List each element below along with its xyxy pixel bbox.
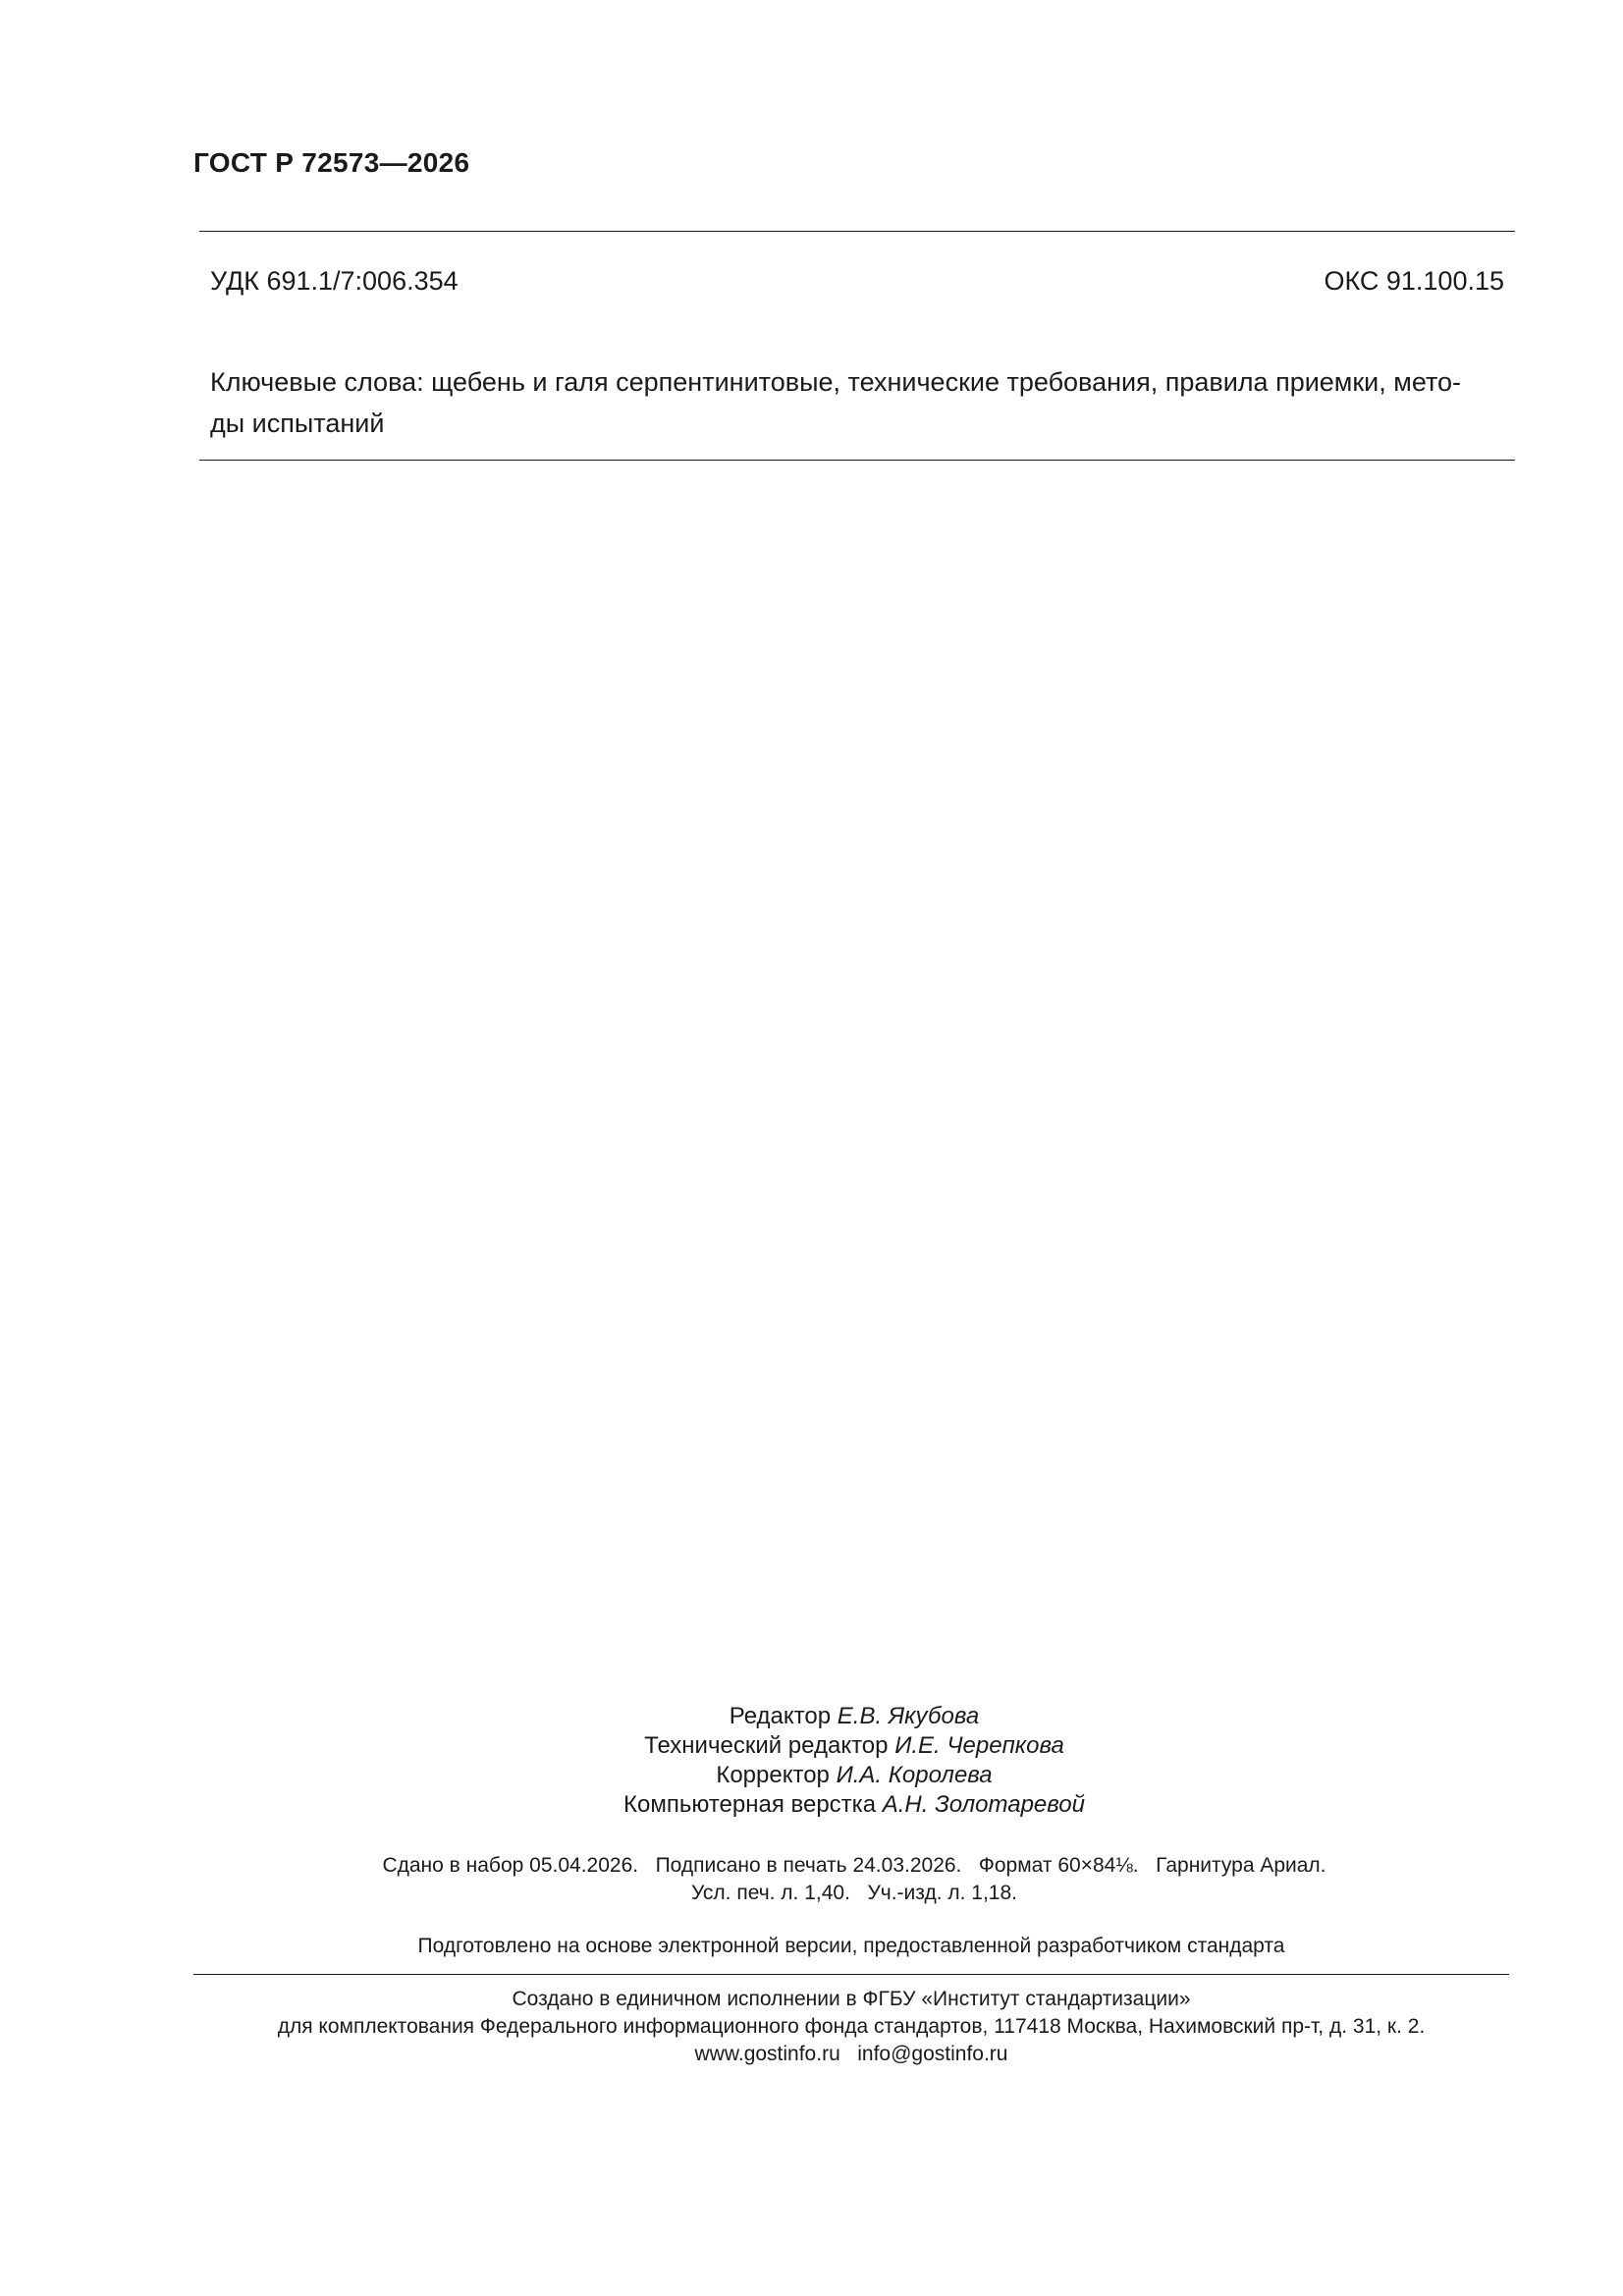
layout-name: А.Н. Золотаревой	[882, 1791, 1085, 1818]
imprint-line-2: для комплектования Федерального информационного фонда стандартов, 117418 Москва, Нахимовский пр-т, д. 31, к. 2.	[277, 2015, 1426, 2038]
proofreader-credit	[0, 1761, 1623, 1790]
imprint-line-1: Создано в единичном исполнении в ФГБУ «Институт стандартизации»	[512, 1988, 1191, 2010]
tech-editor-label: Технический редактор	[644, 1732, 889, 1759]
editor-label: Редактор	[729, 1703, 832, 1729]
editor-name: Е.В. Якубова	[837, 1703, 980, 1729]
proofreader-name: И.А. Королева	[836, 1762, 993, 1788]
tech-editor-credit	[0, 1731, 1623, 1761]
tech-editor-name: И.Е. Черепкова	[894, 1732, 1064, 1759]
oks-code: ОКС 91.100.15	[1324, 266, 1504, 296]
top-divider	[199, 231, 1515, 232]
proofreader-label: Корректор	[716, 1762, 830, 1788]
print-info-line-2: Усл. печ. л. 1,40. Уч.-изд. л. 1,18.	[690, 1882, 1017, 1904]
keywords-line-2: ды испытаний	[210, 409, 385, 438]
prepared-note: Подготовлено на основе электронной версии, предоставленной разработчиком стандарта	[417, 1935, 1285, 1957]
keywords-divider	[199, 460, 1515, 461]
layout-credit	[0, 1790, 1623, 1820]
keywords-block	[210, 361, 1506, 444]
keywords-line-1: Ключевые слова: щебень и галя серпентинитовые, технические требования, правила приемки, мето-	[210, 367, 1462, 397]
print-info-line-1: Сдано в набор 05.04.2026. Подписано в печать 24.03.2026. Формат 60×84⅛. Гарнитура Ариал.	[382, 1854, 1326, 1877]
imprint-line-3: www.gostinfo.ru info@gostinfo.ru	[694, 2043, 1008, 2065]
imprint-block	[0, 1986, 1623, 2068]
credits-block	[0, 1702, 1623, 1820]
imprint-divider	[193, 1974, 1509, 1975]
editor-credit	[0, 1702, 1623, 1731]
udk-code: УДК 691.1/7:006.354	[210, 266, 459, 296]
print-info-block	[0, 1852, 1623, 1907]
standard-number: ГОСТ Р 72573—2026	[193, 147, 470, 178]
layout-label: Компьютерная верстка	[623, 1791, 877, 1818]
